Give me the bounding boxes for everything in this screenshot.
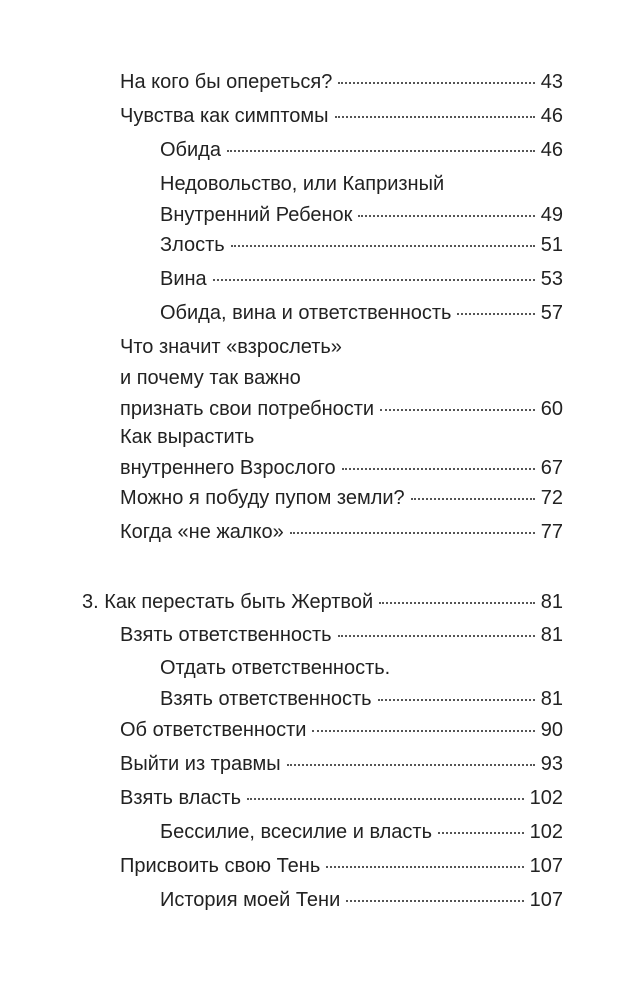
toc-entry-title: внутреннего Взрослого [120,457,336,479]
toc-page-number: 43 [540,71,563,93]
toc-entry [160,264,563,295]
toc-entry-title: Как вырастить [120,426,255,448]
dot-leader [457,313,534,315]
toc-entry-title: Чувства как симптомы [120,105,329,127]
dot-leader [379,602,535,604]
dot-leader [290,532,535,534]
dot-leader [338,635,535,637]
toc-entry-title: признать свои потребности [120,398,375,420]
dot-leader [438,832,524,834]
toc-page-number: 81 [540,624,563,646]
toc-entry-title: Об ответственности [120,719,307,741]
dot-leader [338,82,534,84]
toc-entry-title: Взять ответственность [160,688,372,710]
dot-leader [342,468,535,470]
toc-entry-title: Присвоить свою Тень [120,855,321,877]
toc-page-number: 67 [540,457,563,479]
toc-entry [120,517,563,548]
toc-entry [120,851,563,882]
dot-leader [378,699,535,701]
toc-entry-title: Вина [160,268,207,290]
toc-entry-title: Когда «не жалко» [120,521,284,543]
dot-leader [247,798,524,800]
toc-entry-title: Можно я побуду пупом земли? [120,487,405,509]
dot-leader [231,245,535,247]
toc-entry [120,332,563,425]
toc-entry [160,135,563,166]
toc-page-number: 49 [540,204,563,226]
dot-leader [213,279,535,281]
toc-entry-title: Обида [160,139,221,161]
toc-entry-title: На кого бы опереться? [120,71,333,93]
toc-page-number: 60 [540,398,563,420]
toc-page-number: 81 [540,591,563,613]
toc-page-number: 102 [529,787,563,809]
toc-entry [160,653,563,715]
toc-entry-title: Выйти из травмы [120,753,281,775]
toc-entry [160,817,563,848]
toc-chapter-entry [82,587,563,618]
toc-entry-title: Злость [160,234,225,256]
toc-entry [120,749,563,780]
toc-page-number: 81 [540,688,563,710]
dot-leader [326,866,523,868]
toc-page-number: 51 [540,234,563,256]
toc-entry-title: Что значит «взрослеть» [120,336,342,358]
toc-entry-title: Внутренний Ребенок [160,204,353,226]
dot-leader [227,150,535,152]
toc-page-number: 107 [529,889,563,911]
toc-entry [160,230,563,261]
toc-entry [120,783,563,814]
toc-entry [120,422,563,484]
toc-entry-title: Отдать ответственность. [160,657,391,679]
toc-entry-title: Взять ответственность [120,624,332,646]
toc-entry-title: Взять власть [120,787,242,809]
toc-entry [120,483,563,514]
toc-page-number: 72 [540,487,563,509]
toc-page-number: 57 [540,302,563,324]
toc-entry-title: Недовольство, или Капризный [160,173,445,195]
toc-entry [120,715,563,746]
dot-leader [358,215,534,217]
dot-leader [411,498,535,500]
toc-entry [120,67,563,98]
toc-page-number: 102 [529,821,563,843]
dot-leader [335,116,535,118]
toc-page-number: 77 [540,521,563,543]
toc-page-number: 93 [540,753,563,775]
toc-entry [160,298,563,329]
dot-leader [312,730,534,732]
toc-entry [120,620,563,651]
toc-entry-title: История моей Тени [160,889,341,911]
toc-page-number: 90 [540,719,563,741]
toc-page-number: 46 [540,105,563,127]
toc-page-number: 107 [529,855,563,877]
dot-leader [346,900,523,902]
dot-leader [287,764,535,766]
toc-entry [160,885,563,916]
toc-page-number: 46 [540,139,563,161]
dot-leader [380,409,535,411]
toc-entry [160,169,563,231]
toc-entry-title: Обида, вина и ответственность [160,302,452,324]
toc-entry-title: и почему так важно [120,367,301,389]
toc-page-number: 53 [540,268,563,290]
toc-entry [120,101,563,132]
toc-chapter-title: 3. Как перестать быть Жертвой [82,591,374,613]
toc-entry-title: Бессилие, всесилие и власть [160,821,432,843]
